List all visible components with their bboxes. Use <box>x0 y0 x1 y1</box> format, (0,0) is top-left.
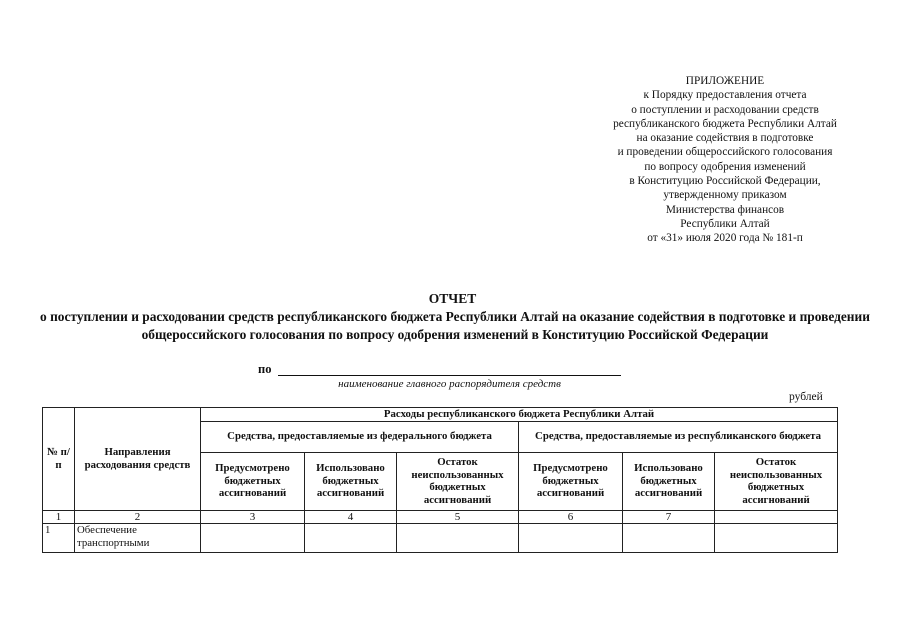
appendix-line: и проведении общероссийского голосования <box>617 146 833 159</box>
appendix-line: республиканского бюджета Республики Алтай <box>613 117 837 130</box>
column-index: 6 <box>519 510 623 524</box>
report-subtitle: о поступлении и расходовании средств республиканского бюджета Республики Алтай на оказание содействия в подготовке и проведении общероссийского голосования по вопросу одобрения изменений в Конституцию Российской Федерации <box>40 309 870 342</box>
po-label: по <box>258 362 272 376</box>
row-cell <box>519 524 623 553</box>
header-federal-remainder: Остаток неиспользованных бюджетных ассигнований <box>397 452 519 510</box>
row-cell <box>715 524 838 553</box>
column-index-row <box>43 510 838 524</box>
header-federal-group: Средства, предоставляемые из федерального бюджета <box>201 421 519 452</box>
appendix-line: от «31» июля 2020 года № 181-п <box>647 232 803 245</box>
row-cell <box>305 524 397 553</box>
header-expenses-group: Расходы республиканского бюджета Республики Алтай <box>201 408 838 422</box>
report-title: ОТЧЕТ <box>428 291 477 306</box>
appendix-line: в Конституцию Российской Федерации, <box>629 175 821 188</box>
column-index: 1 <box>43 510 75 524</box>
header-num: № п/п <box>43 408 75 511</box>
row-cell <box>397 524 519 553</box>
header-federal-used: Использовано бюджетных ассигнований <box>305 452 397 510</box>
appendix-line: к Порядку предоставления отчета <box>643 89 807 102</box>
column-index: 3 <box>201 510 305 524</box>
report-table <box>42 407 838 553</box>
row-cell <box>201 524 305 553</box>
column-index: 2 <box>75 510 201 524</box>
appendix-block <box>560 74 890 246</box>
appendix-line: о поступлении и расходовании средств <box>631 103 819 116</box>
column-index: 5 <box>397 510 519 524</box>
appendix-line: по вопросу одобрения изменений <box>644 160 806 173</box>
column-index <box>715 510 838 524</box>
appendix-line: на оказание содействия в подготовке <box>636 132 814 145</box>
appendix-line: утвержденному приказом <box>663 189 787 202</box>
appendix-line: Министерства финансов <box>665 203 785 216</box>
row-num: 1 <box>43 524 75 553</box>
row-direction: Обеспечение транспортными <box>75 524 201 553</box>
header-republic-remainder: Остаток неиспользованных бюджетных ассигнований <box>715 452 838 510</box>
header-republic-group: Средства, предоставляемые из республиканского бюджета <box>519 421 838 452</box>
po-caption: наименование главного распорядителя средств <box>338 378 561 390</box>
header-republic-used: Использовано бюджетных ассигнований <box>623 452 715 510</box>
appendix-line: ПРИЛОЖЕНИЕ <box>685 75 765 87</box>
header-federal-planned: Предусмотрено бюджетных ассигнований <box>201 452 305 510</box>
appendix-line: Республики Алтай <box>680 217 770 230</box>
column-index: 4 <box>305 510 397 524</box>
table-row <box>43 524 838 553</box>
header-republic-planned: Предусмотрено бюджетных ассигнований <box>519 452 623 510</box>
units-label: рублей <box>789 391 823 403</box>
po-underline <box>278 375 621 376</box>
row-cell <box>623 524 715 553</box>
column-index: 7 <box>623 510 715 524</box>
header-direction: Направления расходования средств <box>75 408 201 511</box>
